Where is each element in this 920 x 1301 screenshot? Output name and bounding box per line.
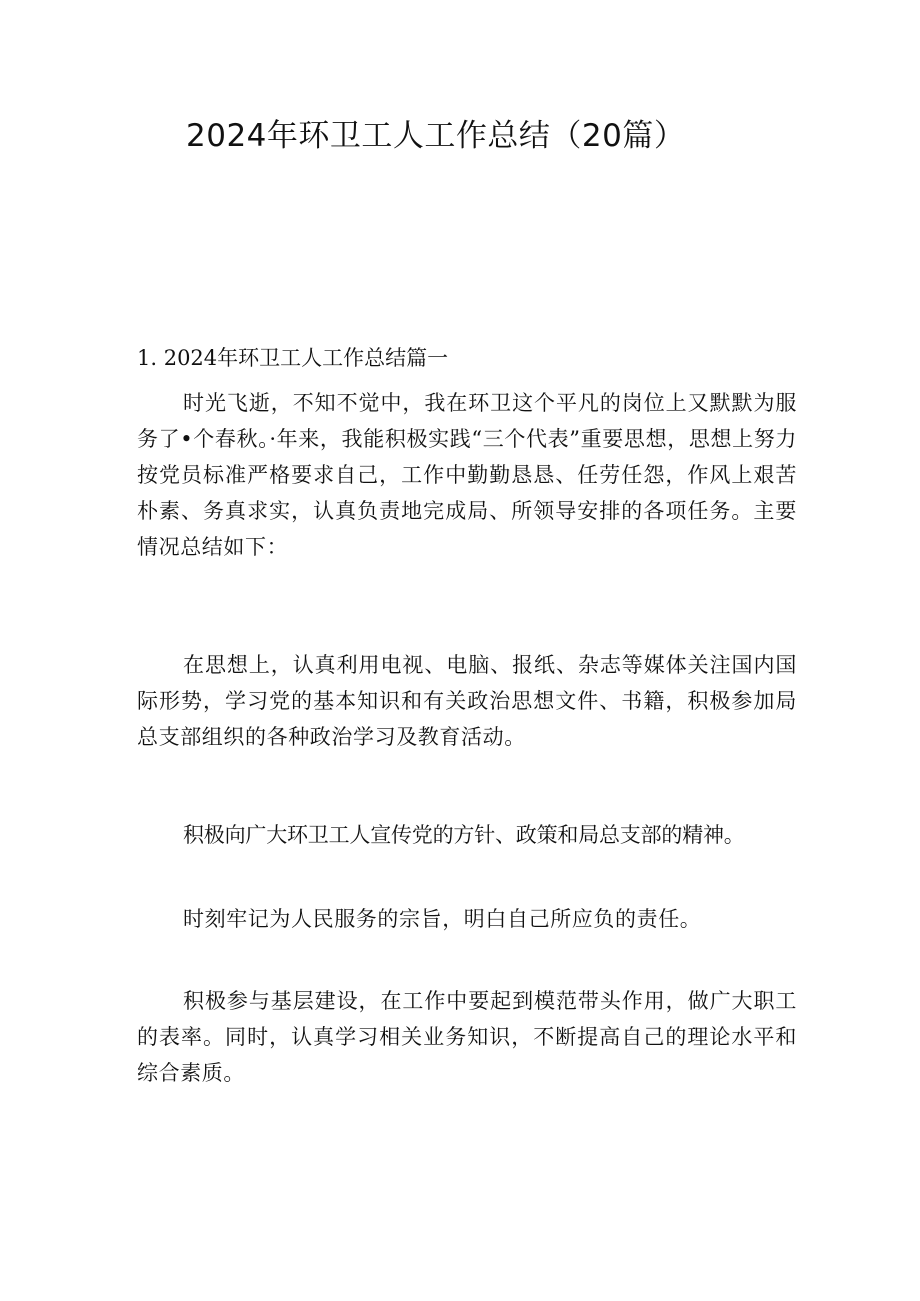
paragraph-construction: 积极参与基层建设，在工作中要起到模范带头作用，做广大职工的表率。同时，认真学习相关业务知识，不断提高自己的理论水平和综合素质。 xyxy=(137,989,797,1085)
paragraph-intro: 时光飞逝，不知不觉中，我在环卫这个平凡的岗位上又默默为服务了•个春秋。·年来，我能积极实践“三个代表”重要思想，思想上努力按党员标准严格要求自己，工作中勤勤恳恳、任劳任怨，作风上艰苦朴素、务真求实，认真负责地完成局、所领导安排的各项任务。主要情况总结如下： xyxy=(137,391,797,559)
paragraph-propaganda: 积极向广大环卫工人宣传党的方针、政策和局总支部的精神。 xyxy=(183,823,745,847)
document-title: 2024年环卫工人工作总结（20篇） xyxy=(186,118,686,154)
paragraph-service: 时刻牢记为人民服务的宗旨，明白自己所应负的责任。 xyxy=(183,907,702,931)
paragraph-thought: 在思想上，认真利用电视、电脑、报纸、杂志等媒体关注国内国际形势，学习党的基本知识和有关政治思想文件、书籍，积极参加局总支部组织的各种政治学习及教育活动。 xyxy=(137,653,797,749)
section-heading: 1. 2024年环卫工人工作总结篇一 xyxy=(137,346,449,370)
